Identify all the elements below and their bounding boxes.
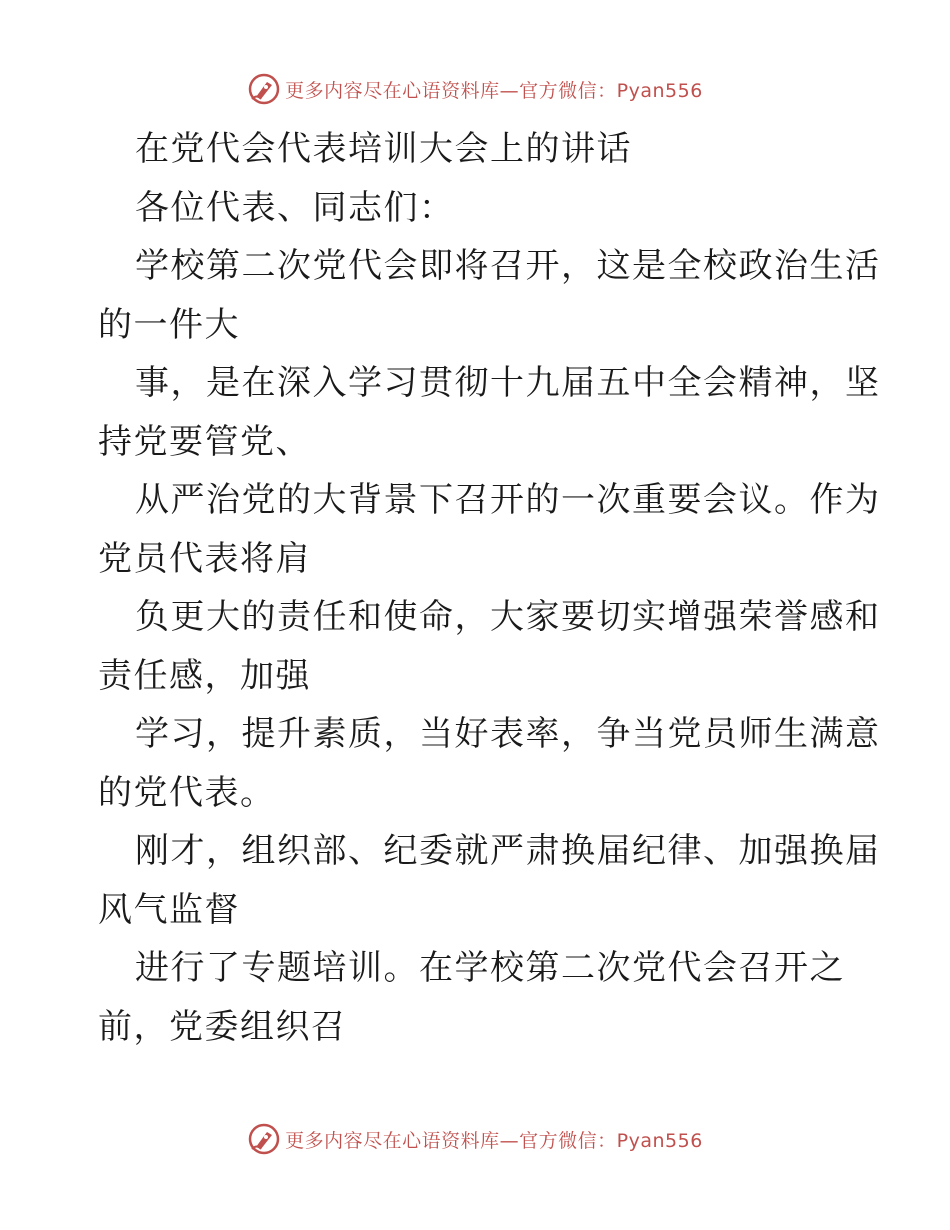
document-line: 学校第二次党代会即将召开，这是全校政治生活: [135, 246, 881, 286]
watermark-text: 更多内容尽在心语资料库—官方微信：Pyan556: [285, 1129, 703, 1152]
document-line: 刚才，组织部、纪委就严肃换届纪律、加强换届: [135, 831, 881, 871]
document-line: 持党要管党、: [98, 421, 311, 462]
watermark-text: 更多内容尽在心语资料库—官方微信：Pyan556: [285, 79, 703, 102]
header-watermark: [0, 72, 950, 106]
document-line: 的党代表。: [98, 772, 276, 813]
pen-nib-logo-icon: [247, 72, 281, 106]
document-line: 责任感，加强: [98, 655, 311, 696]
document-line: 党员代表将肩: [98, 538, 311, 579]
document-line: 各位代表、同志们：: [135, 187, 455, 228]
document-line: 学习，提升素质，当好表率，争当党员师生满意: [135, 714, 881, 754]
document-line: 事，是在深入学习贯彻十九届五中全会精神，坚: [135, 363, 881, 403]
document-body: [98, 120, 881, 1056]
document-line: 的一件大: [98, 304, 240, 345]
footer-watermark: [0, 1122, 950, 1156]
document-line: 风气监督: [98, 889, 240, 930]
document-line: 进行了专题培训。在学校第二次党代会召开之: [135, 948, 845, 988]
document-line: 在党代会代表培训大会上的讲话: [135, 129, 632, 169]
document-line: 前，党委组织召: [98, 1006, 347, 1047]
document-line: 负更大的责任和使命，大家要切实增强荣誉感和: [135, 597, 881, 637]
document-line: 从严治党的大背景下召开的一次重要会议。作为: [135, 480, 881, 520]
pen-nib-logo-icon: [247, 1122, 281, 1156]
